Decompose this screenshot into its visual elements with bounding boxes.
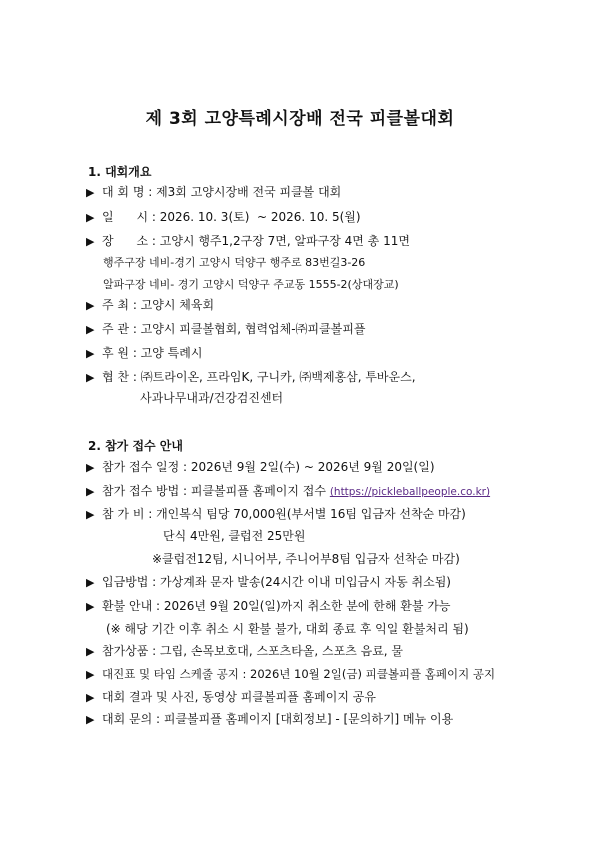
section-heading-registration: 2. 참가 접수 안내	[88, 439, 183, 453]
event-date-text: 일 시 : 2026. 10. 3(토) ~ 2026. 10. 5(월)	[102, 210, 361, 224]
host-text: 주 최 : 고양시 체육회	[102, 298, 215, 312]
payment-text: 입금방법 : 가상계좌 문자 발송(24시간 이내 미입금시 자동 취소됨)	[102, 575, 451, 589]
event-name-text: 대 회 명 : 제3회 고양시장배 전국 피클볼 대회	[102, 185, 342, 199]
list-item-fee	[86, 506, 570, 523]
list-item-sponsor	[86, 369, 570, 386]
list-item-support	[86, 345, 570, 362]
fee-text: 참 가 비 : 개인복식 팀당 70,000원(부서별 16팀 입금자 선착순 마감)	[102, 507, 466, 521]
bullet-arrow-icon: ▶	[86, 461, 95, 474]
list-item-draw	[86, 666, 570, 683]
list-item-period	[86, 459, 570, 476]
bullet-arrow-icon: ▶	[86, 186, 95, 199]
venue-text: 장 소 : 고양시 행주1,2구장 7면, 알파구장 4면 총 11면	[102, 234, 410, 248]
list-item-prizes	[86, 643, 570, 660]
list-item-venue	[86, 233, 570, 250]
list-item-date	[86, 209, 570, 226]
bullet-arrow-icon: ▶	[86, 485, 95, 498]
bullet-arrow-icon: ▶	[86, 347, 95, 360]
fee-note-text: ※클럽전12팀, 시니어부, 주니어부8팀 입금자 선착순 마감)	[152, 552, 460, 566]
bullet-arrow-icon: ▶	[86, 371, 95, 384]
registration-link[interactable]: (https://pickleballpeople.co.kr)	[329, 486, 491, 498]
bullet-arrow-icon: ▶	[86, 713, 95, 726]
list-item-inquiry	[86, 711, 570, 728]
bullet-arrow-icon: ▶	[86, 299, 95, 312]
bullet-arrow-icon: ▶	[86, 645, 95, 658]
list-item-organizer	[86, 321, 570, 338]
fee-group-text: 단식 4만원, 클럽전 25만원	[163, 529, 306, 543]
list-item-refund	[86, 598, 570, 615]
bullet-arrow-icon: ▶	[86, 211, 95, 224]
bullet-arrow-icon: ▶	[86, 691, 95, 704]
bullet-arrow-icon: ▶	[86, 508, 95, 521]
prizes-text: 참가상품 : 그립, 손목보호대, 스포츠타올, 스포츠 음료, 물	[102, 644, 404, 658]
bullet-arrow-icon: ▶	[86, 576, 95, 589]
sponsor-text: 협 찬 : ㈜트라이온, 프라임K, 구니카, ㈜백제홍삼, 투바운스,	[102, 370, 416, 384]
draw-text: 대진표 및 타임 스케줄 공지 : 2026년 10월 2일(금) 피클볼피플 홈페이지 공지	[102, 667, 496, 681]
bullet-arrow-icon: ▶	[86, 600, 95, 613]
bullet-arrow-icon: ▶	[86, 235, 95, 248]
refund-text: 환불 안내 : 2026년 9월 20일(일)까지 취소한 분에 한해 환불 가능	[102, 599, 451, 613]
list-item-method	[86, 483, 570, 500]
bullet-arrow-icon: ▶	[86, 323, 95, 336]
refund-note-text: (※ 해당 기간 이후 취소 시 환불 불가, 대회 종료 후 익일 환불처리 됨)	[106, 622, 469, 636]
results-text: 대회 결과 및 사진, 동영상 피클볼피플 홈페이지 공유	[102, 690, 376, 704]
venue-address-haengju: 행주구장 네비-경기 고양시 덕양구 행주로 83번길3-26	[103, 256, 366, 269]
venue-address-alpha: 알파구장 네비- 경기 고양시 덕양구 주교동 1555-2(상대장교)	[103, 278, 399, 291]
period-text: 참가 접수 일정 : 2026년 9월 2일(수) ~ 2026년 9월 20일(일)	[102, 460, 435, 474]
bullet-arrow-icon: ▶	[86, 668, 95, 681]
sponsor-continued-text: 사과나무내과/건강검진센터	[140, 391, 284, 405]
method-text: 참가 접수 방법 : 피클볼피플 홈페이지 접수	[102, 484, 330, 498]
list-item-event-name	[86, 184, 570, 201]
page-title: 제 3회 고양특례시장배 전국 피클볼대회	[145, 109, 455, 129]
list-item-payment	[86, 574, 570, 591]
section-heading-overview: 1. 대회개요	[88, 165, 152, 179]
support-text: 후 원 : 고양 특례시	[102, 346, 203, 360]
list-item-host	[86, 297, 570, 314]
organizer-text: 주 관 : 고양시 피클볼협회, 협력업체-㈜피클볼피플	[102, 322, 366, 336]
inquiry-text: 대회 문의 : 피클볼피플 홈페이지 [대회정보] - [문의하기] 메뉴 이용	[102, 712, 454, 726]
list-item-results	[86, 689, 570, 706]
